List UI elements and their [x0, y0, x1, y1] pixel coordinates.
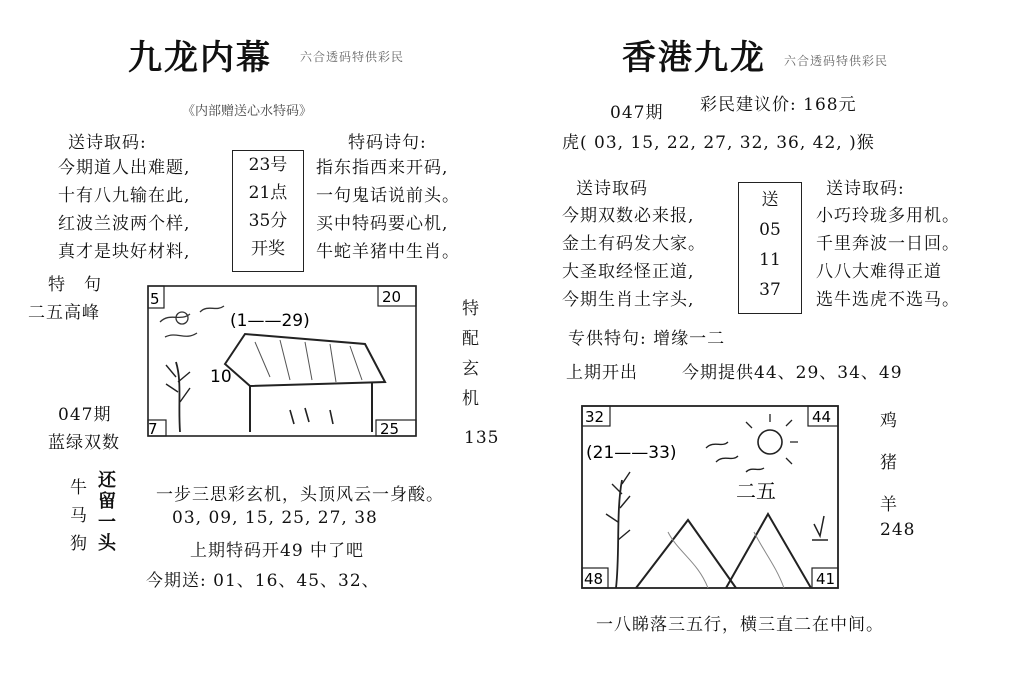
left-line1: 一步三思彩玄机，头顶风云一身酸。	[156, 485, 444, 505]
right-send-box	[738, 182, 802, 314]
send-box-line: 11	[759, 250, 781, 270]
right-poem-right	[816, 202, 960, 314]
pic-corner-tl: 32	[585, 408, 605, 426]
poem-line: 牛蛇羊猪中生肖。	[316, 242, 460, 262]
left-poem-left-heading: 送诗取码:	[68, 133, 147, 153]
right-price: 彩民建议价: 168元	[700, 95, 857, 115]
left-gift-note: 《内部赠送心水特码》	[182, 104, 313, 119]
side-char: 羊	[880, 495, 898, 515]
pic-arrow: (1——29)	[230, 311, 310, 331]
send-box-line: 37	[759, 280, 781, 300]
left-numbers: 03, 09, 15, 25, 27, 38	[172, 508, 378, 528]
keep-char: 一	[98, 512, 116, 533]
left-side-vertical	[462, 294, 480, 414]
side-char: 机	[462, 389, 480, 409]
right-last-open: 上期开出	[566, 363, 638, 383]
side-char: 猪	[880, 453, 898, 473]
poem-line: 金土有码发大家。	[562, 234, 706, 254]
draw-time-line: 开奖	[251, 239, 285, 259]
send-box-line: 05	[759, 220, 781, 240]
left-blue-green: 蓝绿双数	[48, 433, 120, 453]
pic-arrow: (21——33)	[586, 443, 677, 463]
poem-line: 今期道人出难题,	[58, 158, 191, 178]
pic-corner-bl: 7	[148, 420, 158, 438]
right-footer: 一八睇落三五行，横三直二在中间。	[596, 615, 884, 635]
right-poem-left-heading: 送诗取码	[576, 179, 648, 199]
zodiac-char: 狗	[70, 534, 88, 554]
right-side-vertical	[880, 400, 898, 526]
pic-corner-tl: 5	[150, 290, 160, 308]
side-char: 鸡	[880, 411, 898, 431]
right-special-phrase: 专供特句: 增缘一二	[568, 329, 726, 349]
left-subtitle: 六合透码特供彩民	[300, 50, 405, 64]
right-tiger-line: 虎( 03, 15, 22, 27, 32, 36, 42, )猴	[562, 133, 875, 153]
poem-line: 红波兰波两个样,	[58, 214, 191, 234]
left-title: 九龙内幕	[128, 38, 272, 78]
keep-char: 头	[98, 533, 116, 554]
right-provide: 今期提供44、29、34、49	[682, 363, 903, 383]
left-sketch	[140, 282, 425, 442]
right-sketch	[576, 402, 848, 592]
pic-text: 二五	[736, 479, 776, 503]
pic-corner-tr: 44	[812, 408, 832, 426]
left-special-phrase: 二五高峰	[28, 303, 100, 323]
right-poem-right-heading: 送诗取码:	[826, 179, 905, 199]
poem-line: 选牛选虎不选马。	[816, 290, 960, 310]
left-issue: 047期	[58, 405, 112, 425]
right-subtitle: 六合透码特供彩民	[784, 54, 889, 68]
left-draw-time-box	[232, 150, 304, 272]
draw-time-line: 21点	[248, 183, 288, 203]
poem-line: 指东指西来开码,	[316, 158, 449, 178]
poem-line: 今期双数必来报,	[562, 206, 695, 226]
left-keep-col	[98, 470, 116, 554]
poem-line: 大圣取经怪正道,	[562, 262, 695, 282]
right-poem-left	[562, 202, 706, 314]
zodiac-char: 牛	[70, 478, 88, 498]
left-poem-right	[316, 154, 460, 266]
draw-time-line: 35分	[248, 211, 288, 231]
left-last-special: 上期特码开49 中了吧	[190, 541, 365, 561]
pic-corner-br: 25	[380, 420, 400, 438]
keep-char: 留	[98, 491, 116, 512]
poem-line: 小巧玲珑多用机。	[816, 206, 960, 226]
draw-time-line: 23号	[248, 155, 288, 175]
pic-corner-tr: 20	[382, 288, 402, 306]
side-char: 玄	[462, 359, 480, 379]
poem-line: 今期生肖土字头,	[562, 290, 695, 310]
pic-corner-bl: 48	[584, 570, 604, 588]
right-title: 香港九龙	[622, 38, 766, 78]
right-issue: 047期	[610, 103, 664, 123]
right-side-number: 248	[880, 520, 916, 540]
zodiac-char: 马	[70, 506, 88, 526]
left-poem-right-heading: 特码诗句:	[348, 133, 427, 153]
poem-line: 买中特码要心机,	[316, 214, 449, 234]
poem-line: 八八大难得正道	[816, 262, 942, 282]
pic-corner-br: 41	[816, 570, 836, 588]
send-box-line: 送	[761, 190, 779, 210]
side-char: 特	[462, 299, 480, 319]
poem-line: 十有八九输在此,	[58, 186, 191, 206]
left-side-number: 135	[464, 428, 500, 448]
pic-ten: 10	[210, 367, 232, 387]
left-special-label: 特 句	[48, 275, 102, 295]
left-poem-left	[58, 154, 190, 266]
poem-line: 真才是块好材料,	[58, 242, 191, 262]
side-char: 配	[462, 329, 480, 349]
poem-line: 千里奔波一日回。	[816, 234, 960, 254]
poem-line: 一句鬼话说前头。	[316, 186, 460, 206]
left-today-send: 今期送: 01、16、45、32、	[146, 571, 380, 591]
keep-char: 还	[98, 470, 116, 491]
left-zodiac-col	[70, 474, 88, 558]
